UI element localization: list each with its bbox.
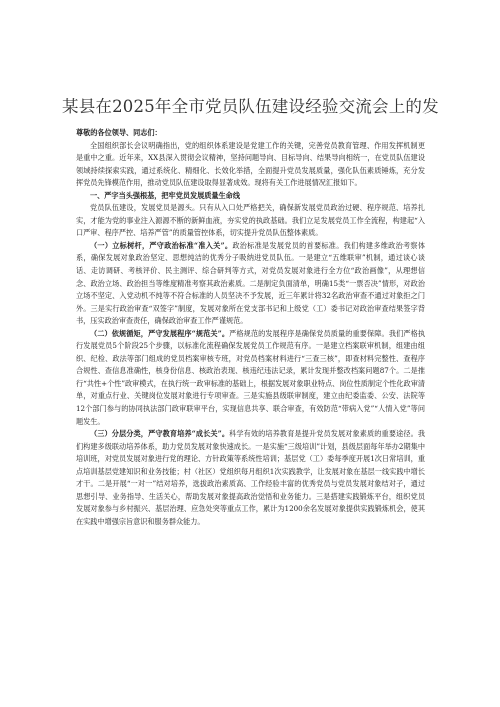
document-title: 某县在2025年全市党员队伍建设经验交流会上的发 [62,97,439,116]
document-body [76,127,425,529]
subsection-3-text: 科学有效的培养教育是提升党员发展对象素质的重要途径。我们构建多级联动培养体系，助力党员发展对象快速成长。一是实施“三级培训”计划，县级层面每年举办2期集中培训班，对党员发展对象进行党的理论、方针政策等系统性培训；基层党（工）委每季度开展1次日常培训，重点培训基层党建知识和业务技能；村（社区）党组织每月组织1次实践教学，让发展对象在基层一线实践中增长才干。二是开展“一对一”结对培养，选拔政治素质高、工作经验丰富的优秀党员与党员发展对象结对子，通过思想引导、业务指导、生活关心，帮助发展对象提高政治觉悟和业务能力。三是搭建实践锻炼平台，组织党员发展对象参与乡村振兴、基层治理、应急处突等重点工作，累计为1200余名发展对象提供实践锻炼机会，使其在实践中增强宗旨意识和服务群众能力。 [76,429,425,526]
subsection-3-heading: （三）分层分类，严守教育培养“成长关”。 [90,429,230,439]
subsection-3-paragraph [76,428,425,528]
subsection-1-heading: （一）立标树杆，严守政治标准“准入关”。 [90,240,233,250]
intro-paragraph: 全国组织部长会议明确指出，党的组织体系建设是党建工作的关键，完善党员教育管理、作用发挥机制更是重中之重。近年来，XX县深入贯彻会议精神，坚持问题导向、目标导向、结果导向相统一，在党员队伍建设领域持续探索实践，通过系统化、精细化、长效化举措，全面提升党员发展质量，强化队伍素质锤炼，充分发挥党员先锋模范作用，推动党员队伍建设取得显著成效。现将有关工作进展情况汇报如下。 [76,140,425,188]
subsection-2-heading: （二）依规循矩，严守发展程序“规范关”。 [90,328,230,338]
subsection-1-text: 政治标准是发展党员的首要标准。我们构建多维政治考察体系，确保发展对象政治坚定、思想纯洁的优秀分子吸纳进党员队伍。一是建立“五维联审”机制，通过谈心谈话、走访调研、考核评价、民主测评、综合研判等方式，对党员发展对象进行全方位“政治画像”，从理想信念、政治立场、政治担当等维度精准考察其政治素质。二是制定负面清单，明确15类“一票否决”情形，对政治立场不坚定、入党动机不纯等不符合标准的人员坚决不予发展，近三年累计将32名政治审查不通过对象拒之门外。三是实行政治审查“双签字”制度，发展对象所在党支部书记和上级党（工）委书记对政治审查结果签字背书，压实政治审查责任，确保政治审查工作严谨规范。 [76,240,425,326]
subsection-1-paragraph [76,240,425,328]
section-1-heading: 一、严字当头强根基，把牢党员发展质量生命线 [90,190,240,200]
subsection-2-paragraph [76,328,425,428]
salutation: 尊敬的各位领导、同志们： [76,128,162,137]
section-1-paragraph: 党员队伍建设，发展党员是源头。只有从入口处严格把关，确保新发展党员政治过硬、程序规范、培养扎实，才能为党的事业注入源源不断的新鲜血液，夯实党的执政基础。我们立足发展党员工作全流程，构建起“入口严审、程序严控、培养严管”的质量管控体系，切实提升党员队伍整体素质。 [76,203,425,238]
subsection-2-text: 严格规范的发展程序是确保党员质量的重要保障。我们严格执行发展党员5个阶段25个步骤，以标准化流程确保发展党员工作规范有序。一是建立档案联审机制，组建由组织、纪检、政法等部门组成的党员档案审核专班，对党员档案材料进行“三查三核”，即查材料完整性、查程序合规性、查信息准确性，核身份信息、核政治表现、核违纪违法记录，累计发现并整改档案问题87个。二是推行“共性+个性”政审模式，在执行统一政审标准的基础上，根据发展对象职业特点、岗位性质制定个性化政审清单，对重点行业、关键岗位发展对象进行专项审查。三是实施县级联审制度，建立由纪委监委、公安、法院等12个部门参与的协同执法部门政审联审平台，实现信息共享、联合审查，有效防范“带病入党”“人情入党”等问题发生。 [76,328,425,426]
